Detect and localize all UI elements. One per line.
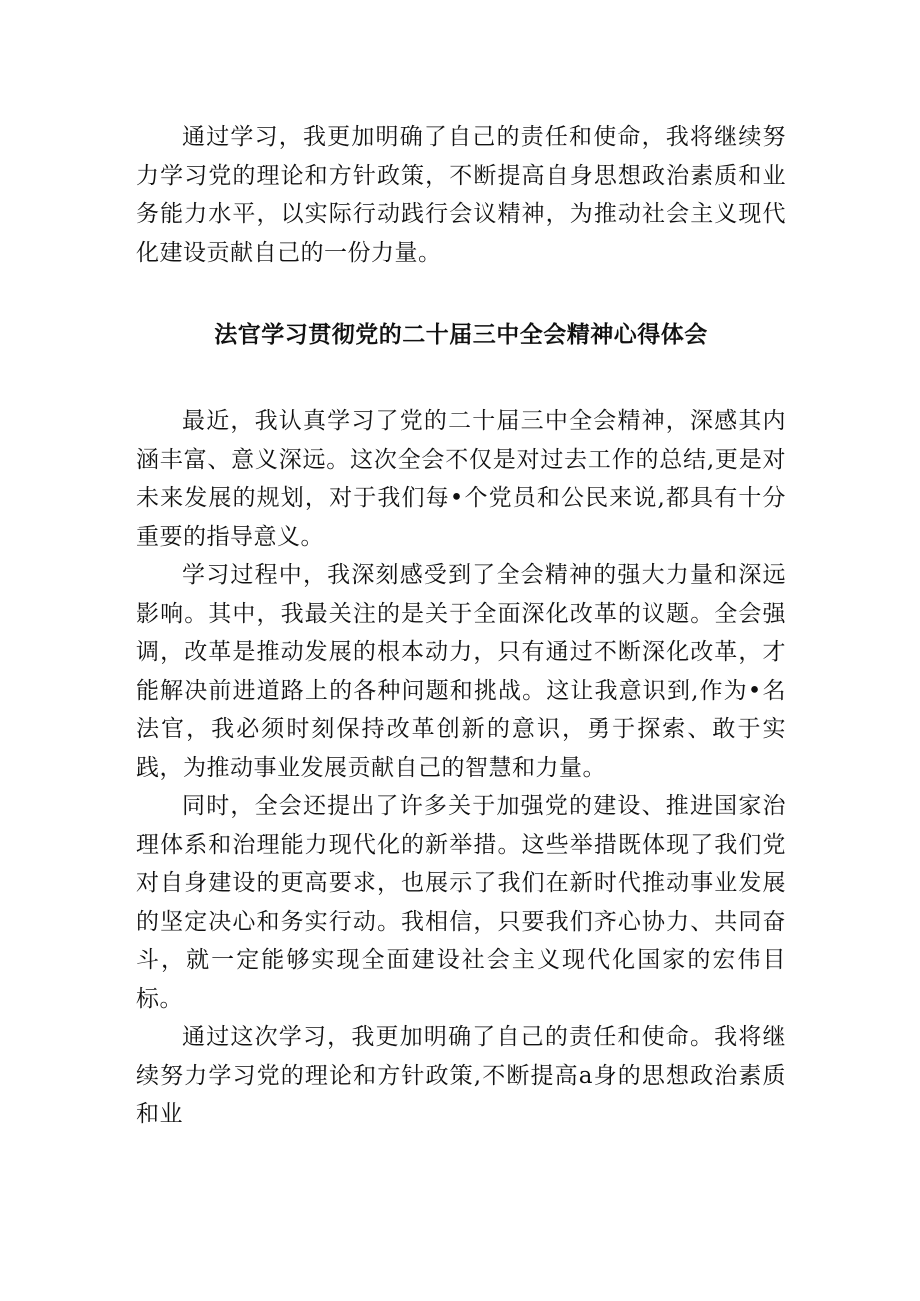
body-paragraph-2: 学习过程中，我深刻感受到了全会精神的强大力量和深远影响。其中，我最关注的是关于全面深化改革的议题。全会强调，改革是推动发展的根本动力，只有通过不断深化改革，才能解决前进道路上的各种问题和挑战。这让我意识到,作为•名法官，我必须时刻保持改革创新的意识，勇于探索、敢于实践，为推动事业发展贡献自己的智慧和力量。 [136, 562, 786, 781]
document-title: 法官学习贯彻党的二十届三中全会精神心得体会 [214, 322, 708, 348]
body-paragraph-1: 最近，我认真学习了党的二十届三中全会精神，深感其内涵丰富、意义深远。这次全会不仅是对过去工作的总结,更是对未来发展的规划，对于我们每•个党员和公民来说,都具有十分重要的指导意义。 [136, 408, 786, 550]
body-paragraph-4: 通过这次学习，我更加明确了自己的责任和使命。我将继续努力学习党的理论和方针政策,不断提高a身的思想政治素质和业 [136, 1024, 786, 1127]
intro-paragraph: 通过学习，我更加明确了自己的责任和使命，我将继续努力学习党的理论和方针政策，不断提高自身思想政治素质和业务能力水平，以实际行动践行会议精神，为推动社会主义现代化建设贡献自己的一份力量。 [136, 124, 786, 266]
document-body [136, 118, 786, 1134]
body-paragraph-3: 同时，全会还提出了许多关于加强党的建设、推进国家治理体系和治理能力现代化的新举措。这些举措既体现了我们党对自身建设的更高要求，也展示了我们在新时代推动事业发展的坚定决心和务实行动。我相信，只要我们齐心协力、共同奋斗，就一定能够实现全面建设社会主义现代化国家的宏伟目标。 [136, 793, 786, 1012]
